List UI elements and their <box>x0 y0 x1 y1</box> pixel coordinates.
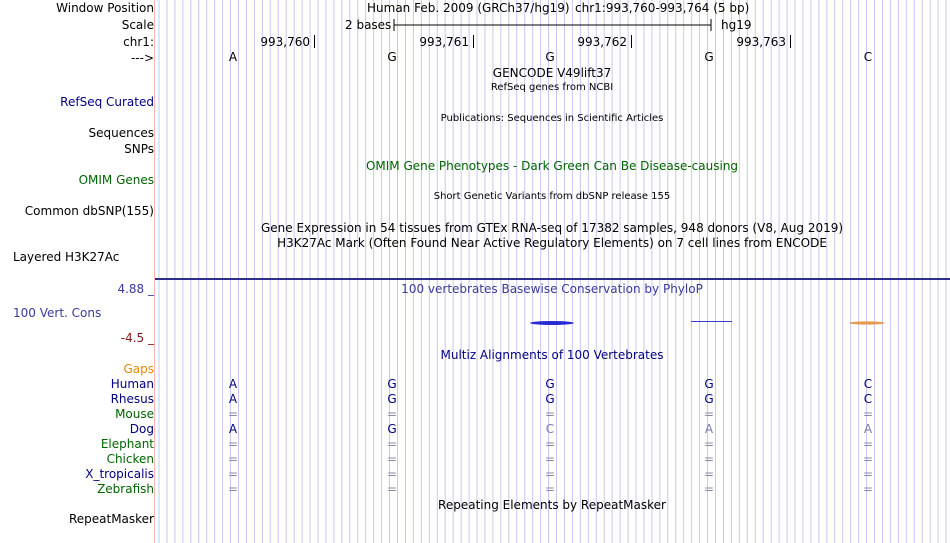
publications-description: Publications: Sequences in Scientific Articles <box>440 113 664 124</box>
coordinate-label: 993,762 <box>577 35 627 49</box>
alignment-base: = <box>862 467 874 481</box>
reference-base: A <box>228 50 238 64</box>
refseq-track-label[interactable]: RefSeq Curated <box>60 95 154 109</box>
alignment-base: = <box>544 467 556 481</box>
alignment-base: = <box>703 482 715 496</box>
track-display-area[interactable] <box>155 0 950 543</box>
scale-bar <box>393 17 713 33</box>
reference-base: C <box>863 50 873 64</box>
alignment-base: = <box>227 467 239 481</box>
alignment-base: = <box>703 467 715 481</box>
coordinate-label: 993,761 <box>419 35 469 49</box>
coordinate-tick <box>314 35 315 48</box>
dbsnp-description: Short Genetic Variants from dbSNP release 155 <box>433 191 671 202</box>
coordinate-tick <box>790 35 791 48</box>
gaps-label: Gaps <box>123 362 154 376</box>
alignment-base: C <box>545 422 555 436</box>
h3k27ac-track-label[interactable]: Layered H3K27Ac <box>13 250 120 264</box>
alignment-base: A <box>228 392 238 406</box>
reference-base: G <box>545 50 555 64</box>
scale-text: 2 bases <box>345 18 392 32</box>
alignment-base: C <box>863 392 873 406</box>
sequences-track-label[interactable]: Sequences <box>88 126 154 140</box>
dbsnp-track-label[interactable]: Common dbSNP(155) <box>24 204 154 218</box>
gtex-description: Gene Expression in 54 tissues from GTEx RNA-seq of 17382 samples, 948 donors (V8, Aug 2019) <box>260 221 844 235</box>
alignment-base: G <box>387 422 397 436</box>
alignment-base: = <box>544 452 556 466</box>
species-label: Mouse <box>115 407 154 421</box>
alignment-base: G <box>704 392 714 406</box>
alignment-base: = <box>703 407 715 421</box>
alignment-base: A <box>228 422 238 436</box>
alignment-base: G <box>387 377 397 391</box>
species-label: X_tropicalis <box>85 467 154 481</box>
coordinate-label: 993,763 <box>736 35 786 49</box>
multiz-description: Multiz Alignments of 100 Vertebrates <box>440 348 664 362</box>
alignment-base: C <box>863 377 873 391</box>
alignment-base: = <box>703 452 715 466</box>
alignment-base: = <box>862 407 874 421</box>
scale-db: hg19 <box>721 18 752 32</box>
species-label: Zebrafish <box>97 482 154 496</box>
conservation-plot <box>155 314 950 330</box>
snps-track-label[interactable]: SNPs <box>124 142 154 156</box>
cons-score-bar-5 <box>849 321 885 324</box>
alignment-base: = <box>227 437 239 451</box>
chrom-label: chr1: <box>123 35 154 49</box>
phylop-description: 100 vertebrates Basewise Conservation by PhyloP <box>401 282 703 296</box>
coordinate-label: 993,760 <box>260 35 310 49</box>
species-label: Dog <box>129 422 154 436</box>
alignment-base: = <box>386 482 398 496</box>
coordinate-tick <box>631 35 632 48</box>
alignment-base: = <box>386 452 398 466</box>
alignment-base: = <box>544 407 556 421</box>
assembly-title: Human Feb. 2009 (GRCh37/hg19) <box>367 1 570 15</box>
alignment-base: G <box>545 377 555 391</box>
omim-description: OMIM Gene Phenotypes - Dark Green Can Be Disease-causing <box>365 159 739 173</box>
alignment-base: A <box>704 422 714 436</box>
track-label-column <box>0 0 154 543</box>
alignment-base: A <box>863 422 873 436</box>
alignment-base: = <box>227 482 239 496</box>
window-position-label: Window Position <box>56 1 154 15</box>
h3k27ac-baseline <box>155 278 950 280</box>
alignment-base: G <box>387 392 397 406</box>
alignment-base: = <box>703 437 715 451</box>
alignment-base: = <box>386 467 398 481</box>
cons-min-value: -4.5 _ <box>120 331 154 345</box>
alignment-base: = <box>227 452 239 466</box>
alignment-base: = <box>544 437 556 451</box>
alignment-base: = <box>544 482 556 496</box>
alignment-base: = <box>862 437 874 451</box>
reference-base: G <box>704 50 714 64</box>
position-readout: chr1:993,760-993,764 (5 bp) <box>575 1 750 15</box>
cons-max-value: 4.88 _ <box>117 282 154 296</box>
species-label: Rhesus <box>110 392 154 406</box>
scale-label: Scale <box>121 18 154 32</box>
coordinate-tick <box>473 35 474 48</box>
alignment-base: = <box>862 482 874 496</box>
alignment-base: = <box>227 407 239 421</box>
alignment-base: G <box>704 377 714 391</box>
repeatmasker-track-label[interactable]: RepeatMasker <box>68 512 154 526</box>
refseq-description: RefSeq genes from NCBI <box>490 82 614 93</box>
cons-score-bar-3 <box>530 321 574 325</box>
alignment-base: A <box>228 377 238 391</box>
h3k27ac-description: H3K27Ac Mark (Often Found Near Active Regulatory Elements) on 7 cell lines from ENCODE <box>277 236 827 250</box>
species-label: Chicken <box>106 452 154 466</box>
alignment-base: = <box>386 437 398 451</box>
alignment-base: = <box>386 407 398 421</box>
reference-base: G <box>387 50 397 64</box>
alignment-base: = <box>862 452 874 466</box>
species-label: Human <box>110 377 154 391</box>
strand-toggle[interactable]: ---> <box>130 51 154 65</box>
gencode-title[interactable]: GENCODE V49lift37 <box>492 66 612 80</box>
omim-track-label[interactable]: OMIM Genes <box>78 173 154 187</box>
cons-track-label[interactable]: 100 Vert. Cons <box>13 306 102 320</box>
repeatmasker-description: Repeating Elements by RepeatMasker <box>438 498 666 512</box>
species-label: Elephant <box>100 437 154 451</box>
alignment-base: G <box>545 392 555 406</box>
